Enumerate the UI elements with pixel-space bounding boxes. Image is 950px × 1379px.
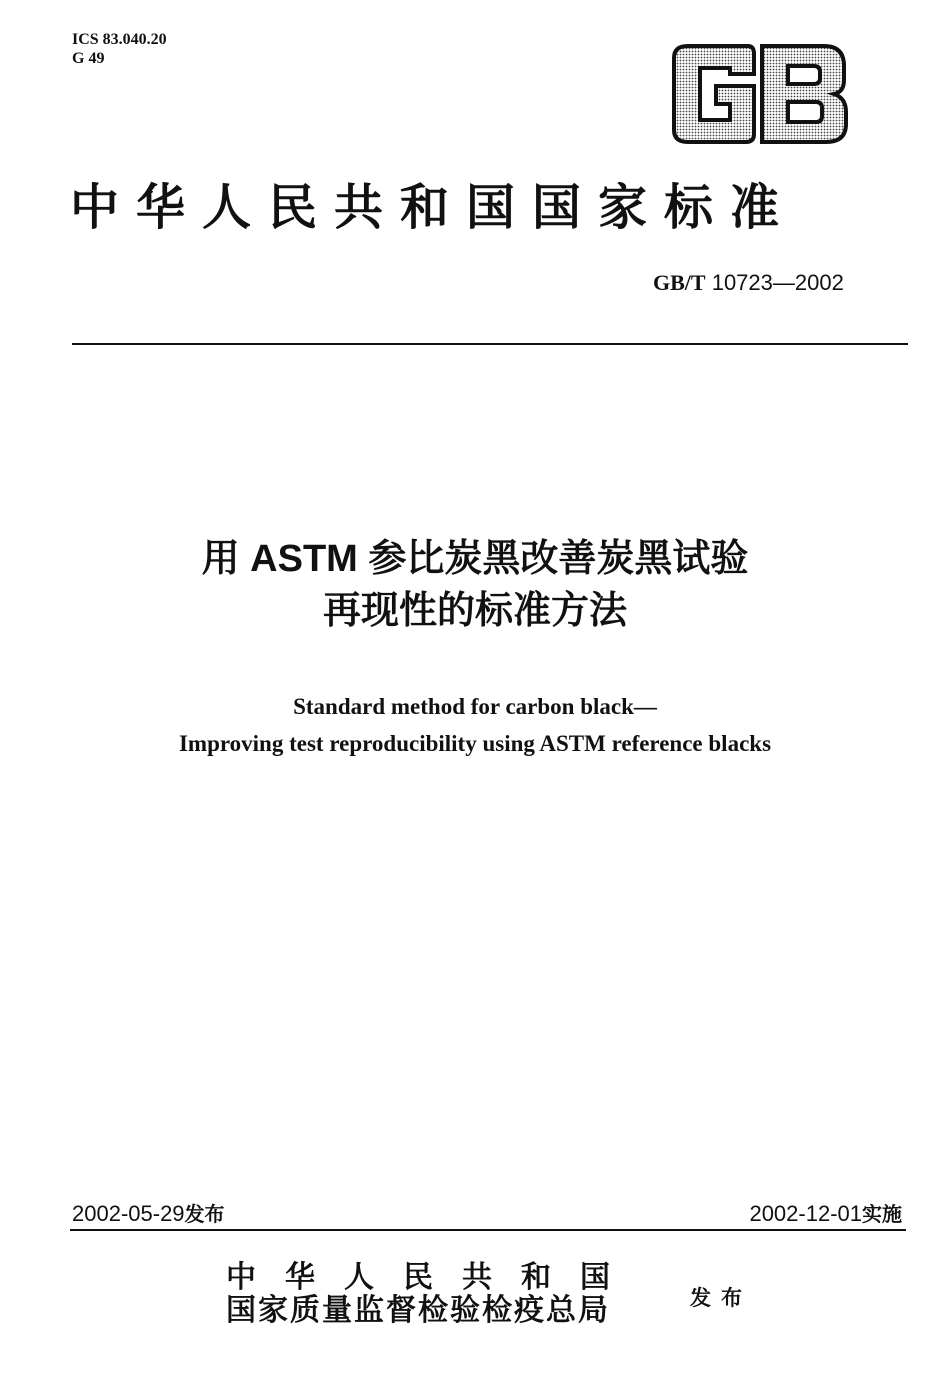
implementation-date [749, 1198, 902, 1227]
classification-codes [72, 30, 167, 68]
country-standard-title: 中华人民共和国国家标准 [70, 180, 797, 235]
standard-number [653, 270, 844, 296]
english-title [0, 688, 950, 762]
implementation-date-value: 2002-12-01 [749, 1201, 862, 1226]
standard-number-value: 10723—2002 [711, 270, 844, 295]
ics-code: ICS 83.040.20 [72, 31, 167, 48]
issuer-action: 发布 [690, 1286, 752, 1310]
issue-date-label: 发布 [184, 1204, 225, 1226]
chinese-title-line1: 用 ASTM 参比炭黑改善炭黑试验 [201, 538, 749, 580]
issuer-line2: 国家质量监督检验检疫总局 [226, 1294, 610, 1327]
ccs-code: G 49 [72, 50, 105, 67]
chinese-title-line2: 再现性的标准方法 [322, 590, 627, 632]
implementation-date-label: 实施 [862, 1204, 902, 1226]
issuing-authority [226, 1262, 639, 1328]
english-title-line1: Standard method for carbon black— [293, 694, 657, 719]
issuer-line1: 中华人民共和国 [226, 1261, 639, 1294]
chinese-title [0, 533, 950, 637]
header-divider [72, 343, 908, 345]
english-title-line2: Improving test reproducibility using ASTM reference blacks [178, 731, 772, 756]
footer-divider [70, 1229, 906, 1231]
issue-date [72, 1198, 225, 1227]
standard-number-prefix: GB/T [653, 270, 706, 295]
gb-logo [664, 44, 850, 144]
issue-date-value: 2002-05-29 [72, 1201, 185, 1226]
